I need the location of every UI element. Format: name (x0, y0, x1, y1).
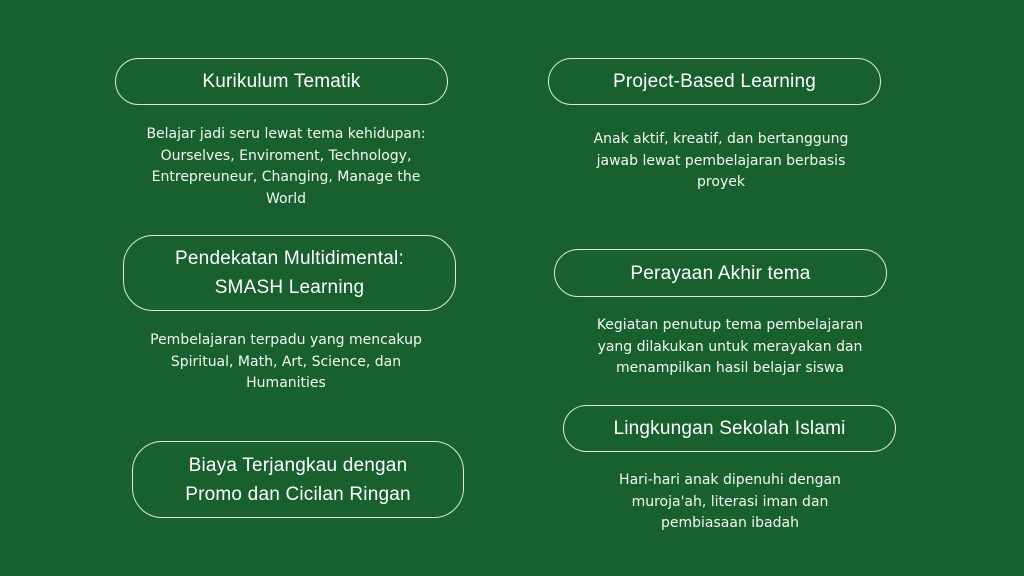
feature-pill-biaya-terjangkau (132, 441, 464, 518)
feature-pill-lingkungan-sekolah-islami (563, 405, 896, 452)
feature-title: Lingkungan Sekolah Islami (613, 418, 846, 439)
feature-pill-perayaan-akhir-tema (554, 249, 887, 297)
feature-title: Project-Based Learning (613, 71, 816, 92)
feature-title: Biaya Terjangkau dengan Promo dan Cicilan Ringan (185, 454, 411, 505)
feature-description-project-based-learning: Anak aktif, kreatif, dan bertanggung jawab lewat pembelajaran berbasis proyek (593, 131, 849, 190)
feature-title: Perayaan Akhir tema (630, 262, 811, 284)
feature-pill-smash-learning (123, 235, 456, 311)
feature-description-kurikulum-tematik: Belajar jadi seru lewat tema kehidupan: Ourselves, Enviroment, Technology, Entrepreuneur, Changing, Manage the World (146, 126, 426, 207)
feature-pill-kurikulum-tematik (115, 58, 448, 105)
feature-title: Kurikulum Tematik (202, 71, 361, 92)
feature-pill-project-based-learning (548, 58, 881, 105)
feature-description-lingkungan-sekolah-islami: Hari-hari anak dipenuhi dengan muroja'ah, literasi iman dan pembiasaan ibadah (619, 472, 841, 531)
feature-description-perayaan-akhir-tema: Kegiatan penutup tema pembelajaran yang dilakukan untuk merayakan dan menampilkan hasil belajar siswa (596, 317, 864, 376)
feature-title: Pendekatan Multidimental: SMASH Learning (175, 248, 404, 298)
feature-description-smash-learning: Pembelajaran terpadu yang mencakup Spiritual, Math, Art, Science, dan Humanities (150, 332, 422, 391)
